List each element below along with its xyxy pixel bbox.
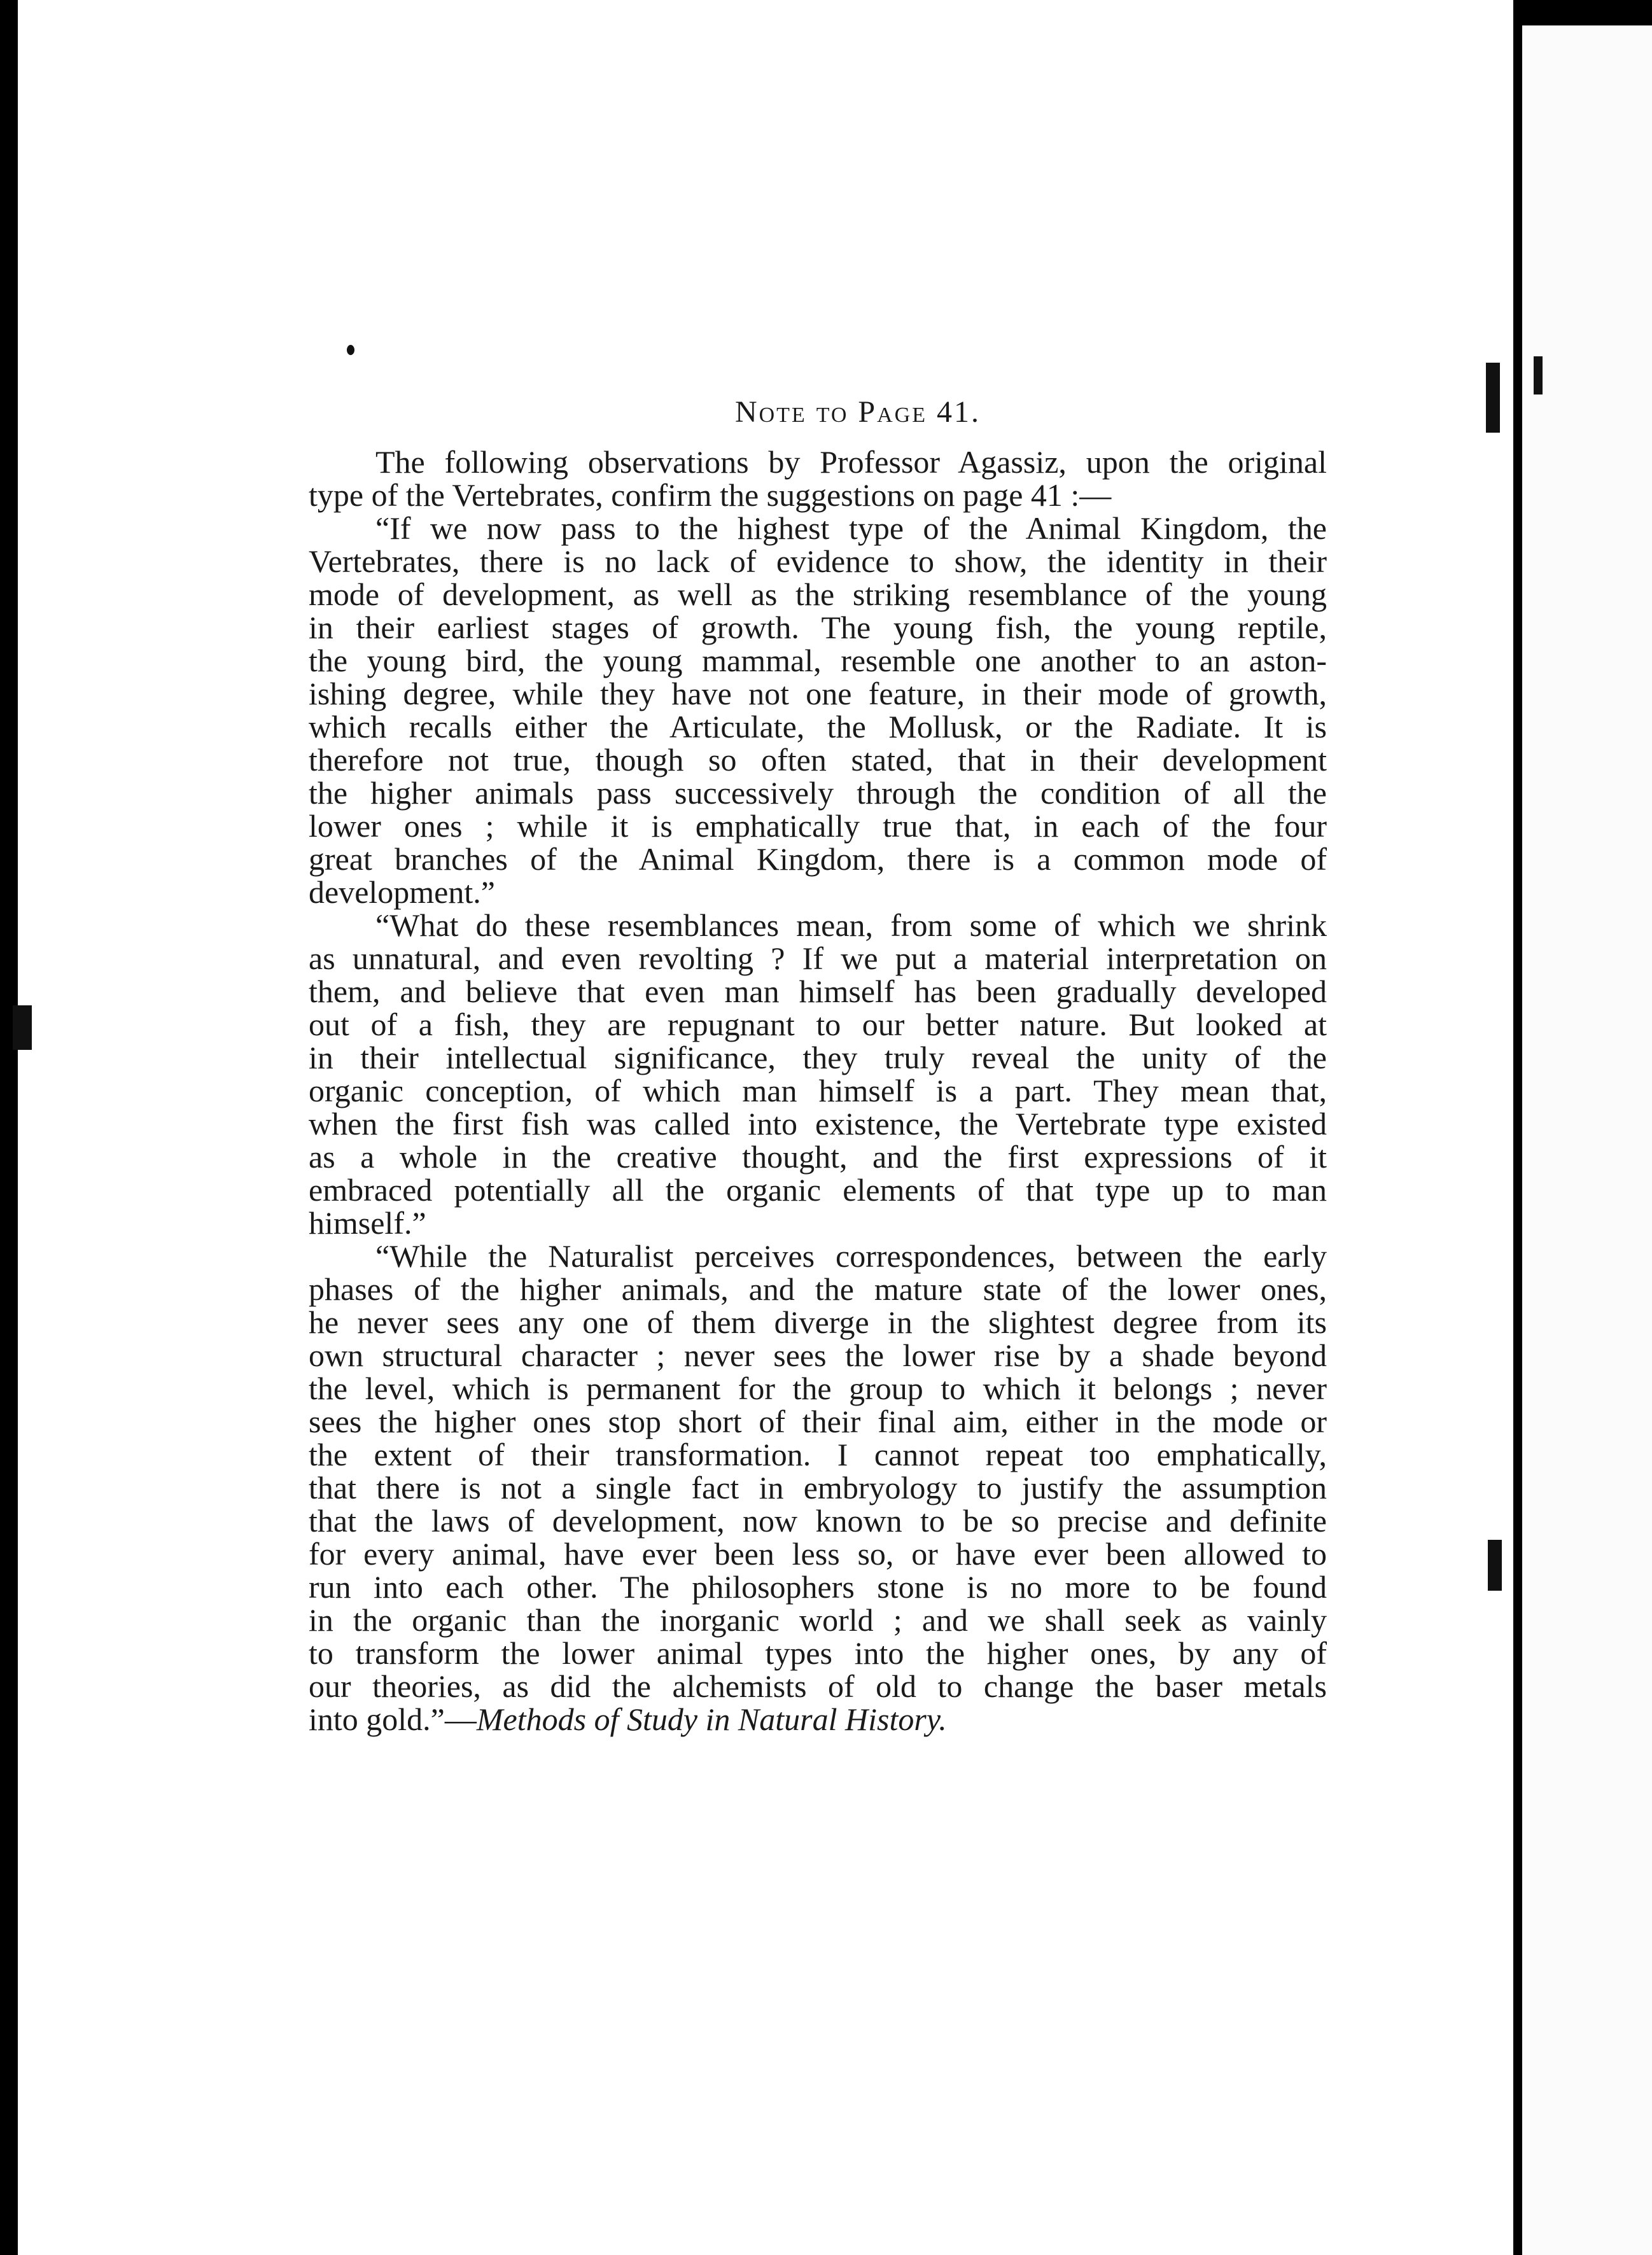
text-line: run into each other. The philosophers stone is no more to be found <box>309 1569 1327 1605</box>
text-line: lower ones ; while it is emphatically true that, in each of the four <box>309 808 1327 844</box>
text-line: “What do these resemblances mean, from some of which we shrink <box>375 907 1327 943</box>
scan-mark <box>1488 1540 1502 1591</box>
text-line: type of the Vertebrates, confirm the suggestions on page 41 :— <box>309 477 1112 513</box>
text-line: The following observations by Professor Agassiz, upon the original <box>375 444 1327 480</box>
quote-paragraph-3 <box>309 1239 1327 1736</box>
text-line: own structural character ; never sees the lower rise by a shade beyond <box>309 1337 1327 1373</box>
text-line: mode of development, as well as the striking resemblance of the young <box>309 576 1327 612</box>
text-line: organic conception, of which man himself is a part. They mean that, <box>309 1073 1327 1108</box>
text-line: which recalls either the Articulate, the Mollusk, or the Radiate. It is <box>309 709 1327 744</box>
text-line: “While the Naturalist perceives correspondences, between the early <box>375 1238 1327 1274</box>
page-title: Note to Page 41. <box>734 395 981 429</box>
body-text <box>309 445 1327 1736</box>
text-line: himself.” <box>309 1205 426 1241</box>
closing-line <box>309 1703 1327 1736</box>
text-line: in their intellectual significance, they truly reveal the unity of the <box>309 1040 1327 1075</box>
text-line: embraced potentially all the organic elements of that type up to man <box>309 1172 1327 1208</box>
text-line: to transform the lower animal types into the higher ones, by any of <box>309 1635 1327 1671</box>
ink-dot <box>347 345 354 355</box>
text-line: sees the higher ones stop short of their final aim, either in the mode or <box>309 1404 1327 1439</box>
text-line: in their earliest stages of growth. The young fish, the young reptile, <box>309 610 1327 645</box>
text-line: as a whole in the creative thought, and the first expressions of it <box>309 1139 1327 1175</box>
text-line: that the laws of development, now known to be so precise and definite <box>309 1503 1327 1539</box>
text-line: development.” <box>309 874 495 910</box>
text-line: ishing degree, while they have not one feature, in their mode of growth, <box>309 676 1327 711</box>
text-line: he never sees any one of them diverge in the slightest degree from its <box>309 1304 1327 1340</box>
intro-paragraph <box>309 445 1327 512</box>
citation: Methods of Study in Natural History. <box>476 1701 947 1737</box>
text-line: the level, which is permanent for the group to which it belongs ; never <box>309 1371 1327 1406</box>
text-line: out of a fish, they are repugnant to our better nature. But looked at <box>309 1007 1327 1042</box>
text-line: the young bird, the young mammal, resemble one another to an aston- <box>309 643 1327 678</box>
text-line: “If we now pass to the highest type of the Animal Kingdom, the <box>375 510 1327 546</box>
text-line: phases of the higher animals, and the mature state of the lower ones, <box>309 1271 1327 1307</box>
scan-mark <box>13 1005 32 1050</box>
quote-paragraph-1 <box>309 512 1327 909</box>
text-line: in the organic than the inorganic world ; and we shall seek as vainly <box>309 1602 1327 1638</box>
scan-mark <box>1534 356 1543 394</box>
text-line: for every animal, have ever been less so, or have ever been allowed to <box>309 1536 1327 1572</box>
text-line: our theories, as did the alchemists of old to change the baser metals <box>309 1668 1327 1704</box>
text-line: the extent of their transformation. I cannot repeat too emphatically, <box>309 1437 1327 1472</box>
text-line: them, and believe that even man himself has been gradually developed <box>309 974 1327 1009</box>
text-line: therefore not true, though so often stated, that in their development <box>309 742 1327 778</box>
text-line: as unnatural, and even revolting ? If we put a material interpretation on <box>309 940 1327 976</box>
text-line: when the first fish was called into existence, the Vertebrate type existed <box>309 1106 1327 1141</box>
text-line: the higher animals pass successively through the condition of all the <box>309 775 1327 811</box>
text-line: that there is not a single fact in embryology to justify the assumption <box>309 1470 1327 1505</box>
closing-text: into gold.”— <box>309 1701 477 1737</box>
quote-paragraph-2 <box>309 909 1327 1239</box>
text-line: great branches of the Animal Kingdom, there is a common mode of <box>309 841 1327 877</box>
text-line: Vertebrates, there is no lack of evidence to show, the identity in their <box>309 543 1327 579</box>
